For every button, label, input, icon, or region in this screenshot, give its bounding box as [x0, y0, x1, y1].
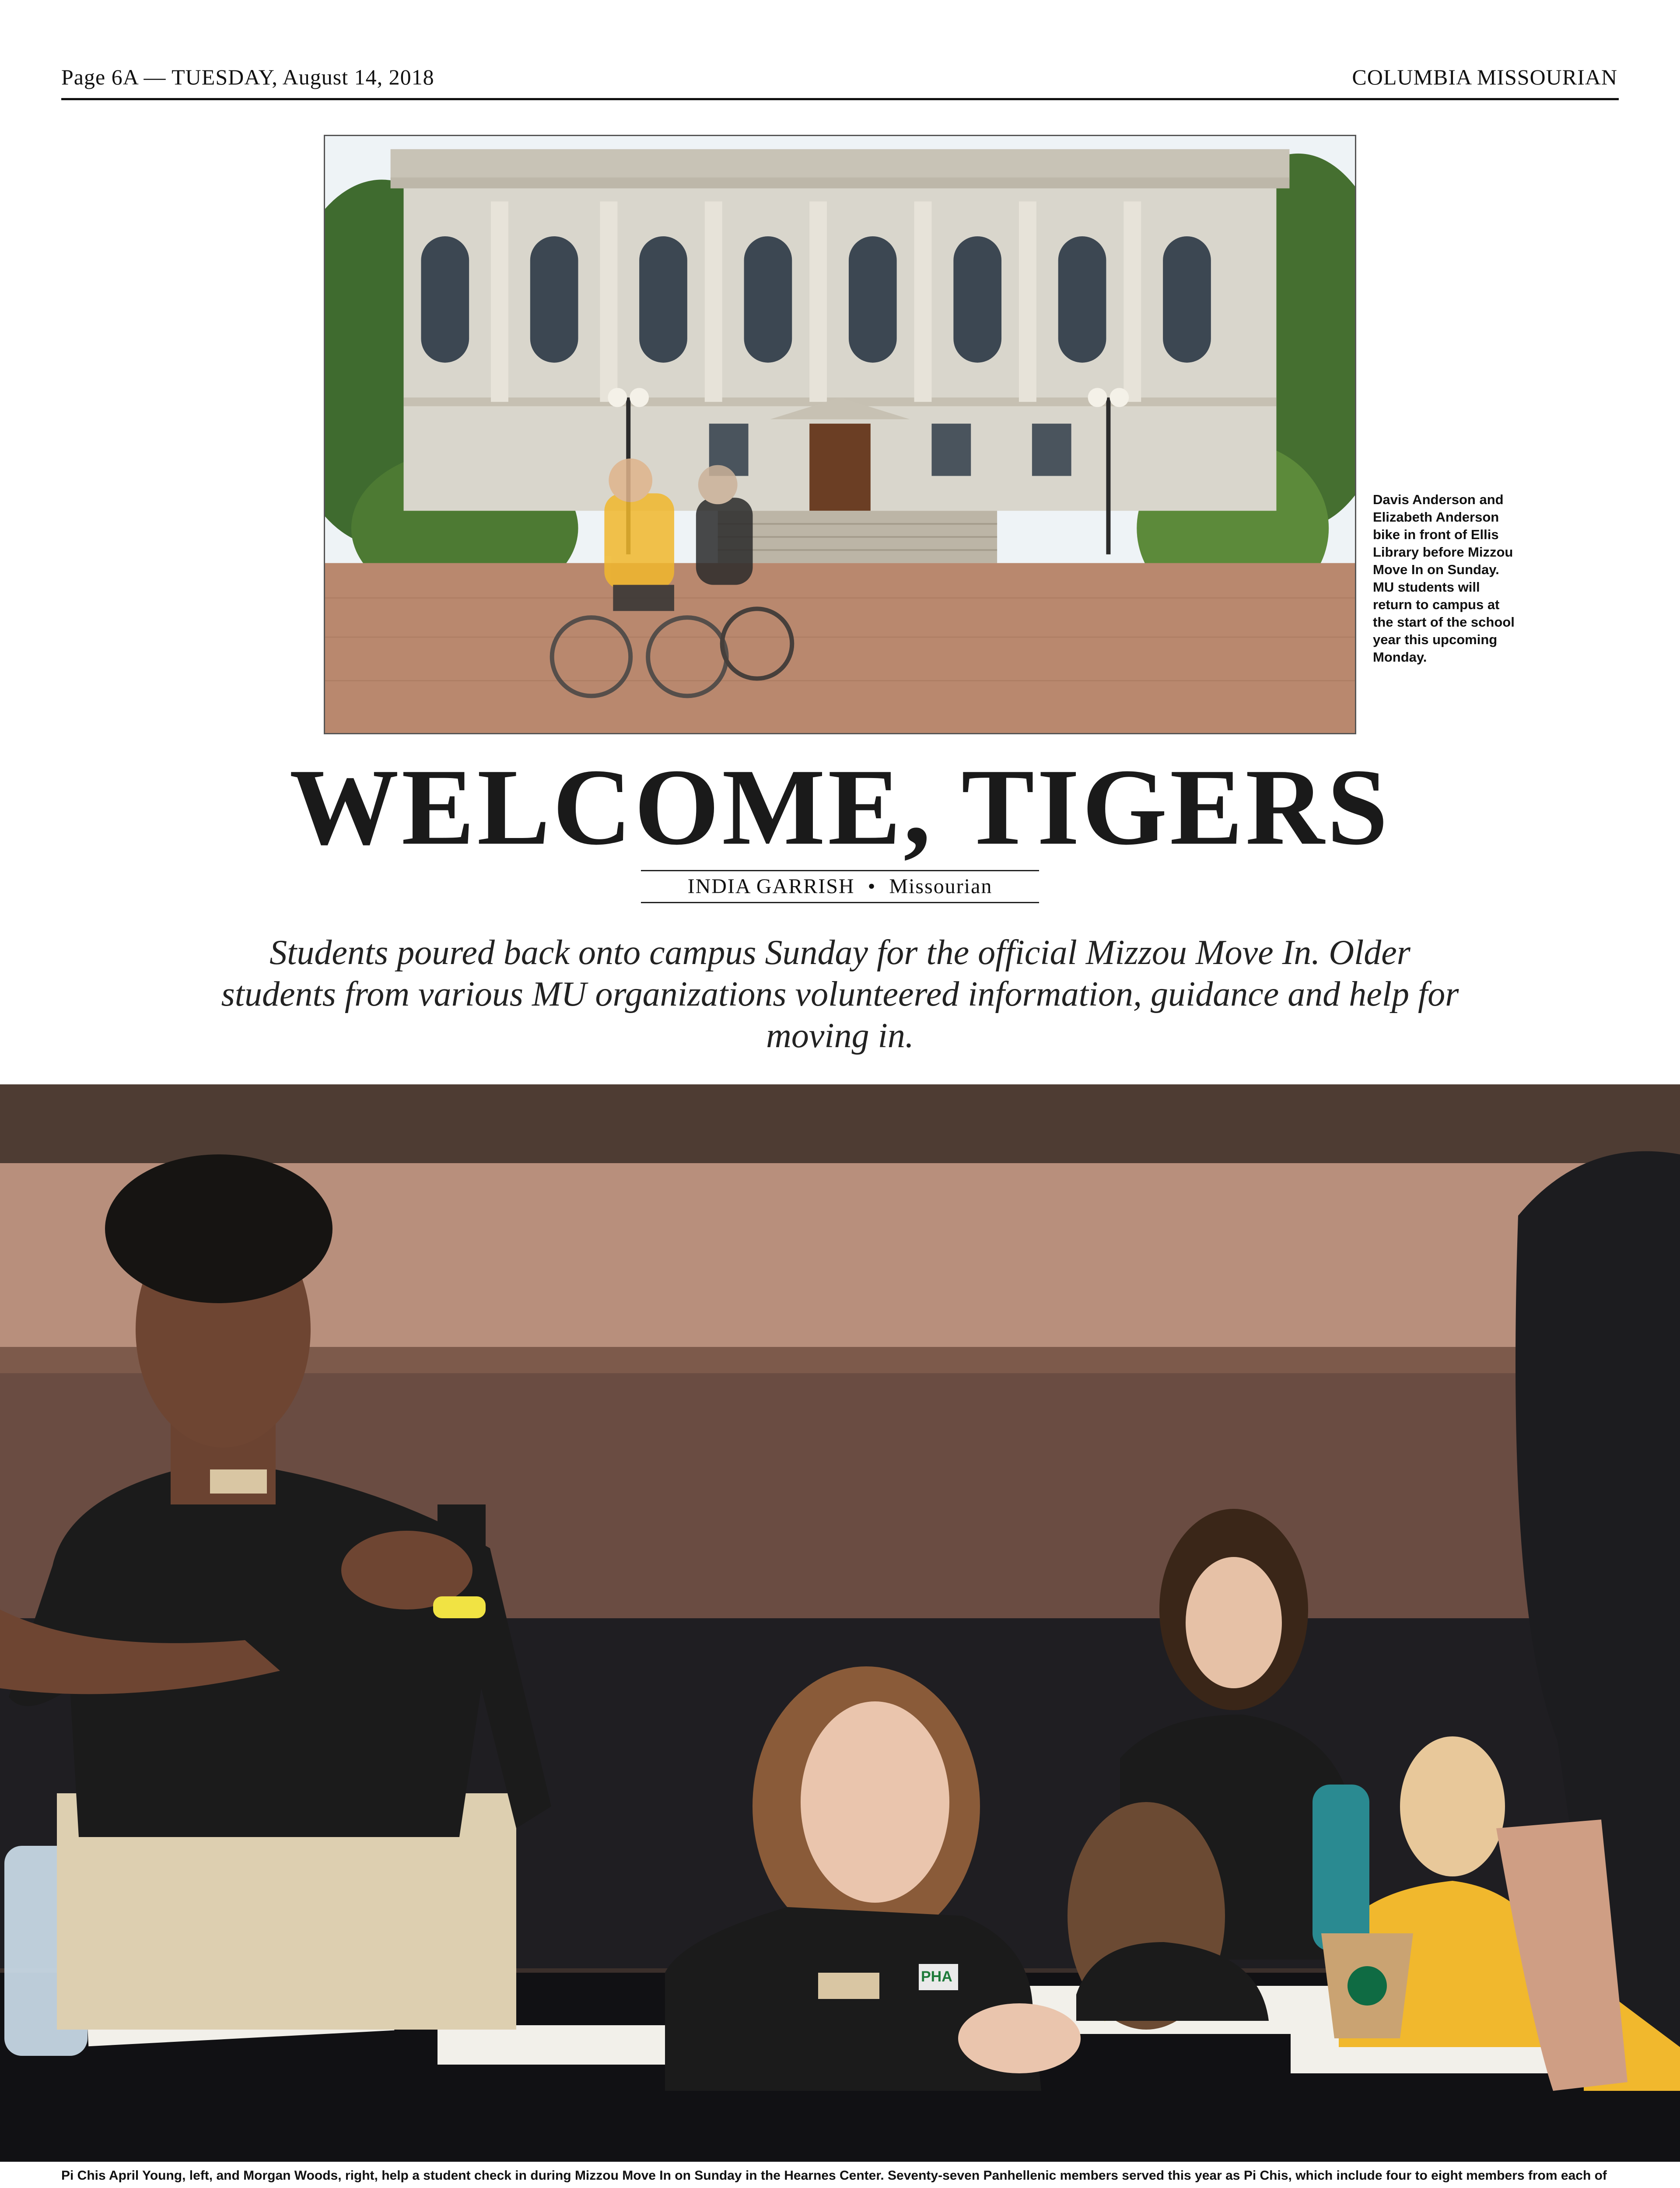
- byline-rule-bottom: [641, 902, 1039, 903]
- pha-badge-text: PHA: [921, 1968, 952, 1985]
- headline: WELCOME, TIGERS: [289, 747, 1391, 868]
- ellis-library-photo: [324, 135, 1356, 734]
- byline-separator: •: [868, 875, 876, 898]
- top-photo-caption: Davis Anderson and Elizabeth Anderson bike in front of Ellis Library before Mizzou Move In on Sunday. MU students will return to campus at the start of the school year this upcoming Monday.: [1373, 492, 1515, 665]
- byline-rule-top: [641, 870, 1039, 871]
- byline-outlet: Missourian: [889, 875, 993, 898]
- newspaper-name: COLUMBIA MISSOURIAN: [1352, 65, 1617, 89]
- byline-author: INDIA GARRISH: [687, 875, 855, 898]
- hearnes-checkin-photo: [0, 1084, 1680, 2162]
- page-folio: Page 6A — TUESDAY, August 14, 2018: [61, 65, 434, 89]
- main-photo-caption: Pi Chis April Young, left, and Morgan Woods, right, help a student check in during Mizzou Move In on Sunday in the Hearnes Center. Seventy-seven Panhellenic members served this year as Pi Chis, which include four to eight members from each of: [61, 2168, 1607, 2183]
- deck-subheadline: Students poured back onto campus Sunday for the official Mizzou Move In. Older students from various MU organizations volunteered information, guidance and help for moving in.: [221, 933, 1459, 1055]
- byline: [641, 872, 1039, 901]
- header-rule: [61, 98, 1619, 100]
